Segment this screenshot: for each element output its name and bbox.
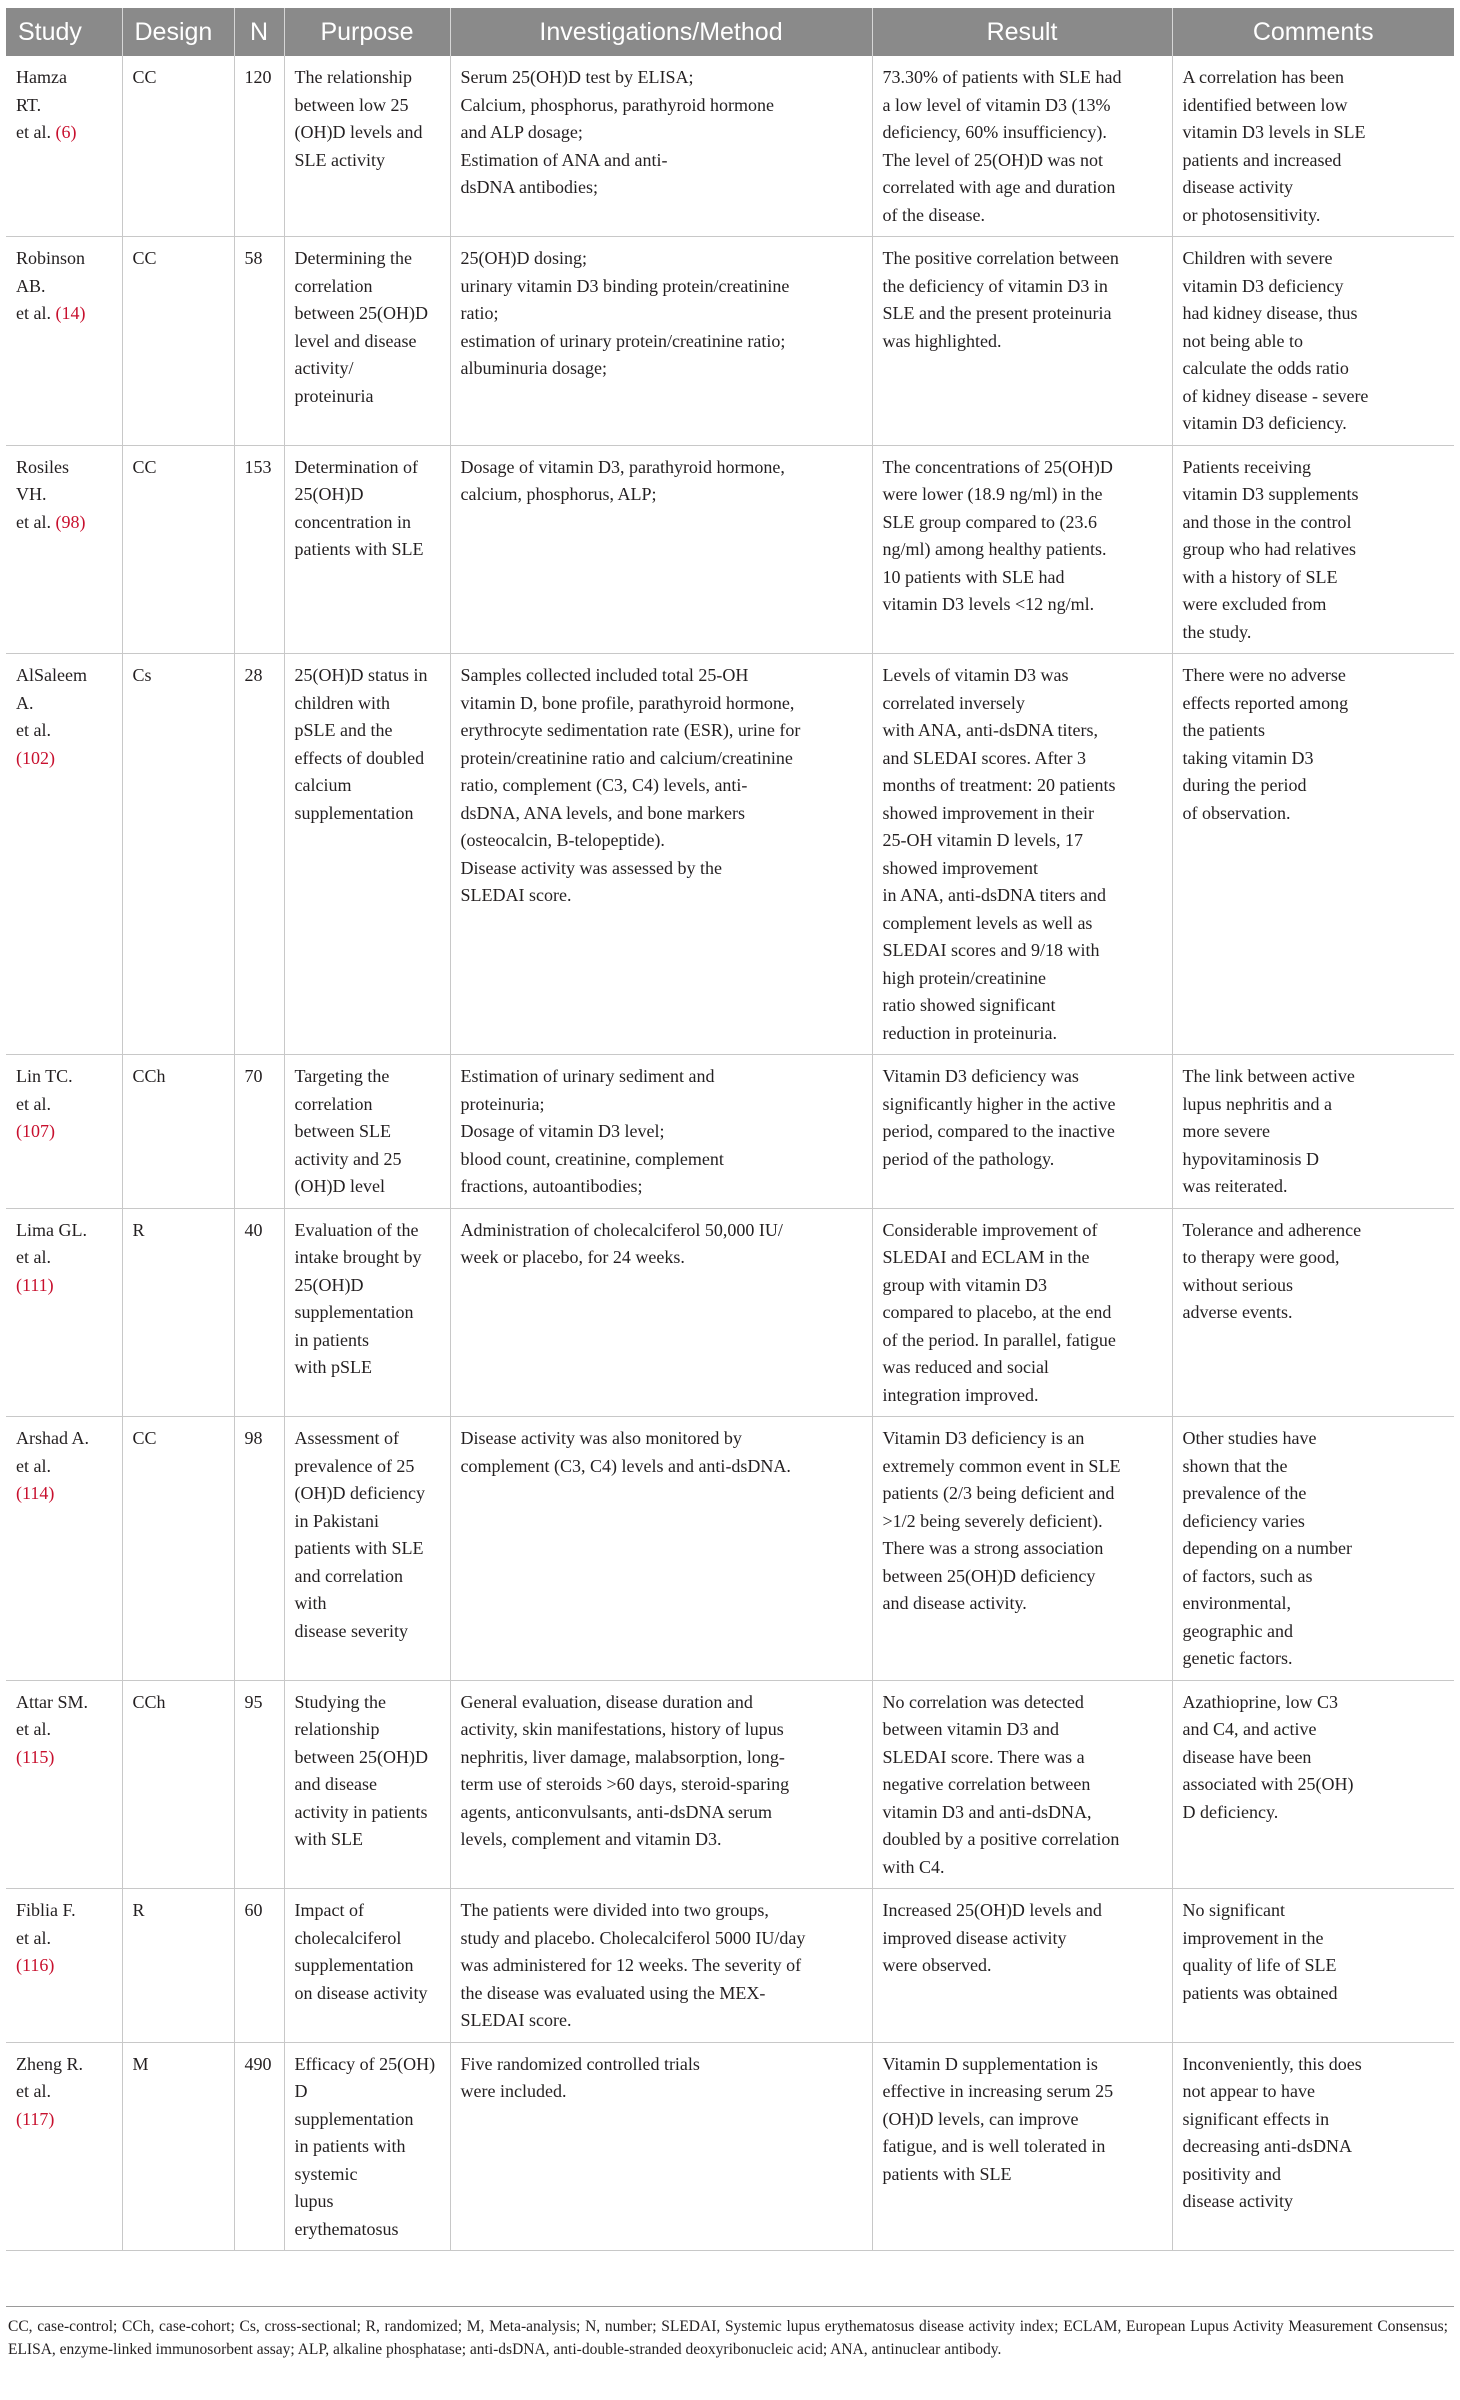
reference-link[interactable]: (102) <box>16 747 55 768</box>
cell-method: General evaluation, disease duration and activity, skin manifestations, history of lupus nephritis, liver damage, malabsorption, long- term use of steroids >60 days, steroid-sparing agents, anticonvulsants, anti-dsDNA serum levels, complement and vitamin D3. <box>450 1680 872 1889</box>
table-row <box>6 1417 1454 1681</box>
cell-purpose: Determining the correlation between 25(OH)D level and disease activity/ proteinuria <box>284 237 450 446</box>
cell-n: 60 <box>234 1889 284 2043</box>
cell-n: 490 <box>234 2042 284 2251</box>
cell-n: 120 <box>234 56 284 237</box>
study-name: Lin TC. et al. <box>16 1066 73 1114</box>
study-name: Zheng R. et al. <box>16 2053 83 2101</box>
cell-result: No correlation was detected between vitamin D3 and SLEDAI score. There was a negative correlation between vitamin D3 and anti-dsDNA, doubled by a positive correlation with C4. <box>872 1680 1172 1889</box>
table-row <box>6 56 1454 237</box>
cell-comments: Tolerance and adherence to therapy were good, without serious adverse events. <box>1172 1208 1454 1417</box>
header-study: Study <box>6 8 122 56</box>
cell-design: R <box>122 1208 234 1417</box>
table-row <box>6 237 1454 446</box>
cell-purpose: 25(OH)D status in children with pSLE and the effects of doubled calcium supplementation <box>284 654 450 1055</box>
header-comments: Comments <box>1172 8 1454 56</box>
cell-method: Five randomized controlled trials were included. <box>450 2042 872 2251</box>
cell-study <box>6 1889 122 2043</box>
reference-link[interactable]: (98) <box>55 511 86 532</box>
table-body <box>6 56 1454 2251</box>
table-row <box>6 2042 1454 2251</box>
reference-link[interactable]: (117) <box>16 2108 55 2129</box>
cell-design: CCh <box>122 1680 234 1889</box>
header-n: N <box>234 8 284 56</box>
study-name: Attar SM. et al. <box>16 1691 88 1739</box>
reference-link[interactable]: (116) <box>16 1955 55 1975</box>
cell-design: M <box>122 2042 234 2251</box>
cell-comments: Other studies have shown that the prevalence of the deficiency varies depending on a number of factors, such as environmental, geographic and genetic factors. <box>1172 1417 1454 1681</box>
cell-result: Levels of vitamin D3 was correlated inversely with ANA, anti-dsDNA titers, and SLEDAI scores. After 3 months of treatment: 20 patients showed improvement in their 25-OH vitamin D levels, 17 showed improvement in ANA, anti-dsDNA titers and complement levels as well as SLEDAI scores and 9/18 with high protein/creatinine ratio showed significant reduction in proteinuria. <box>872 654 1172 1055</box>
study-name: Lima GL. et al. <box>16 1219 87 1267</box>
cell-comments: There were no adverse effects reported among the patients taking vitamin D3 during the period of observation. <box>1172 654 1454 1055</box>
footnote-divider <box>6 2306 1454 2307</box>
table-row <box>6 1889 1454 2043</box>
cell-study <box>6 1417 122 1681</box>
study-name: Rosiles VH. et al. <box>16 456 70 532</box>
study-name: AlSaleem A. et al. <box>16 665 87 740</box>
cell-design: R <box>122 1889 234 2043</box>
header-purpose: Purpose <box>284 8 450 56</box>
study-name: Arshad A. et al. <box>16 1428 89 1476</box>
cell-study <box>6 56 122 237</box>
cell-method: Serum 25(OH)D test by ELISA; Calcium, phosphorus, parathyroid hormone and ALP dosage; Estimation of ANA and anti- dsDNA antibodies; <box>450 56 872 237</box>
cell-result: The concentrations of 25(OH)D were lower (18.9 ng/ml) in the SLE group compared to (23.6 ng/ml) among healthy patients. 10 patients with SLE had vitamin D3 levels <12 ng/ml. <box>872 445 1172 654</box>
cell-comments: The link between active lupus nephritis and a more severe hypovitaminosis D was reiterated. <box>1172 1055 1454 1209</box>
cell-method: Samples collected included total 25-OH vitamin D, bone profile, parathyroid hormone, erythrocyte sedimentation rate (ESR), urine for protein/creatinine ratio and calcium/creatinine ratio, complement (C3, C4) levels, anti- dsDNA, ANA levels, and bone markers (osteocalcin, B-telopeptide). Disease activity was assessed by the SLEDAI score. <box>450 654 872 1055</box>
cell-purpose: Studying the relationship between 25(OH)D and disease activity in patients with SLE <box>284 1680 450 1889</box>
cell-result: Vitamin D3 deficiency is an extremely common event in SLE patients (2/3 being deficient and >1/2 being severely deficient). There was a strong association between 25(OH)D deficiency and disease activity. <box>872 1417 1172 1681</box>
cell-comments: A correlation has been identified between low vitamin D3 levels in SLE patients and increased disease activity or photosensitivity. <box>1172 56 1454 237</box>
cell-result: 73.30% of patients with SLE had a low level of vitamin D3 (13% deficiency, 60% insufficiency). The level of 25(OH)D was not correlated with age and duration of the disease. <box>872 56 1172 237</box>
cell-n: 70 <box>234 1055 284 1209</box>
reference-link[interactable]: (111) <box>16 1274 54 1295</box>
cell-comments: No significant improvement in the quality of life of SLE patients was obtained <box>1172 1889 1454 2043</box>
cell-method: Dosage of vitamin D3, parathyroid hormone, calcium, phosphorus, ALP; <box>450 445 872 654</box>
cell-design: CC <box>122 237 234 446</box>
cell-design: Cs <box>122 654 234 1055</box>
cell-n: 98 <box>234 1417 284 1681</box>
cell-purpose: Targeting the correlation between SLE activity and 25 (OH)D level <box>284 1055 450 1209</box>
cell-design: CC <box>122 1417 234 1681</box>
study-name: Hamza RT. et al. <box>16 67 67 142</box>
header-result: Result <box>872 8 1172 56</box>
cell-result: Increased 25(OH)D levels and improved disease activity were observed. <box>872 1889 1172 2043</box>
table-row <box>6 654 1454 1055</box>
header-method: Investigations/Method <box>450 8 872 56</box>
cell-method: Disease activity was also monitored by complement (C3, C4) levels and anti-dsDNA. <box>450 1417 872 1681</box>
cell-result: Vitamin D supplementation is effective in increasing serum 25 (OH)D levels, can improve fatigue, and is well tolerated in patients with SLE <box>872 2042 1172 2251</box>
cell-method: 25(OH)D dosing; urinary vitamin D3 binding protein/creatinine ratio; estimation of urinary protein/creatinine ratio; albuminuria dosage; <box>450 237 872 446</box>
study-name: Robinson AB. et al. <box>16 248 86 323</box>
table-footnote: CC, case-control; CCh, case-cohort; Cs, cross-sectional; R, randomized; M, Meta-analysis; N, number; SLEDAI, Systemic lupus erythematosus disease activity index; ECLAM, European Lupus Activity Measurement Consensus; ELISA, enzyme-linked immunosorbent assay; ALP, alkaline phosphatase; anti-dsDNA, anti-double-stranded deoxyribonucleic acid; ANA, antinuclear antibody. <box>8 2318 1448 2358</box>
header-row <box>6 8 1454 56</box>
cell-comments: Children with severe vitamin D3 deficiency had kidney disease, thus not being able to calculate the odds ratio of kidney disease - severe vitamin D3 deficiency. <box>1172 237 1454 446</box>
study-name: Fiblia F. et al. <box>16 1900 76 1948</box>
cell-n: 28 <box>234 654 284 1055</box>
cell-study <box>6 2042 122 2251</box>
cell-purpose: Efficacy of 25(OH) D supplementation in patients with systemic lupus erythematosus <box>284 2042 450 2251</box>
table-header <box>6 8 1454 56</box>
cell-purpose: Impact of cholecalciferol supplementation on disease activity <box>284 1889 450 2043</box>
cell-purpose: Determination of 25(OH)D concentration in patients with SLE <box>284 445 450 654</box>
reference-link[interactable]: (107) <box>16 1121 55 1141</box>
cell-design: CC <box>122 56 234 237</box>
cell-method: Administration of cholecalciferol 50,000 IU/ week or placebo, for 24 weeks. <box>450 1208 872 1417</box>
cell-study <box>6 445 122 654</box>
table-row <box>6 445 1454 654</box>
cell-study <box>6 237 122 446</box>
table-row <box>6 1208 1454 1417</box>
cell-result: The positive correlation between the deficiency of vitamin D3 in SLE and the present proteinuria was highlighted. <box>872 237 1172 446</box>
header-design: Design <box>122 8 234 56</box>
cell-n: 153 <box>234 445 284 654</box>
cell-result: Vitamin D3 deficiency was significantly higher in the active period, compared to the inactive period of the pathology. <box>872 1055 1172 1209</box>
cell-n: 40 <box>234 1208 284 1417</box>
cell-purpose: The relationship between low 25 (OH)D levels and SLE activity <box>284 56 450 237</box>
cell-study <box>6 654 122 1055</box>
reference-link[interactable]: (115) <box>16 1746 55 1767</box>
cell-comments: Azathioprine, low C3 and C4, and active disease have been associated with 25(OH) D deficiency. <box>1172 1680 1454 1889</box>
cell-method: The patients were divided into two groups, study and placebo. Cholecalciferol 5000 IU/day was administered for 12 weeks. The severity of the disease was evaluated using the MEX- SLEDAI score. <box>450 1889 872 2043</box>
cell-comments: Inconveniently, this does not appear to have significant effects in decreasing anti-dsDNA positivity and disease activity <box>1172 2042 1454 2251</box>
table-row <box>6 1680 1454 1889</box>
reference-link[interactable]: (6) <box>55 122 77 142</box>
reference-link[interactable]: (114) <box>16 1483 55 1503</box>
cell-result: Considerable improvement of SLEDAI and ECLAM in the group with vitamin D3 compared to placebo, at the end of the period. In parallel, fatigue was reduced and social integration improved. <box>872 1208 1172 1417</box>
cell-study <box>6 1680 122 1889</box>
cell-n: 58 <box>234 237 284 446</box>
cell-design: CCh <box>122 1055 234 1209</box>
cell-design: CC <box>122 445 234 654</box>
cell-study <box>6 1208 122 1417</box>
cell-comments: Patients receiving vitamin D3 supplements and those in the control group who had relatives with a history of SLE were excluded from the study. <box>1172 445 1454 654</box>
cell-study <box>6 1055 122 1209</box>
studies-table <box>6 8 1454 2251</box>
cell-purpose: Evaluation of the intake brought by 25(OH)D supplementation in patients with pSLE <box>284 1208 450 1417</box>
cell-purpose: Assessment of prevalence of 25 (OH)D deficiency in Pakistani patients with SLE and correlation with disease severity <box>284 1417 450 1681</box>
reference-link[interactable]: (14) <box>55 303 86 323</box>
table-row <box>6 1055 1454 1209</box>
cell-method: Estimation of urinary sediment and proteinuria; Dosage of vitamin D3 level; blood count, creatinine, complement fractions, autoantibodies; <box>450 1055 872 1209</box>
cell-n: 95 <box>234 1680 284 1889</box>
